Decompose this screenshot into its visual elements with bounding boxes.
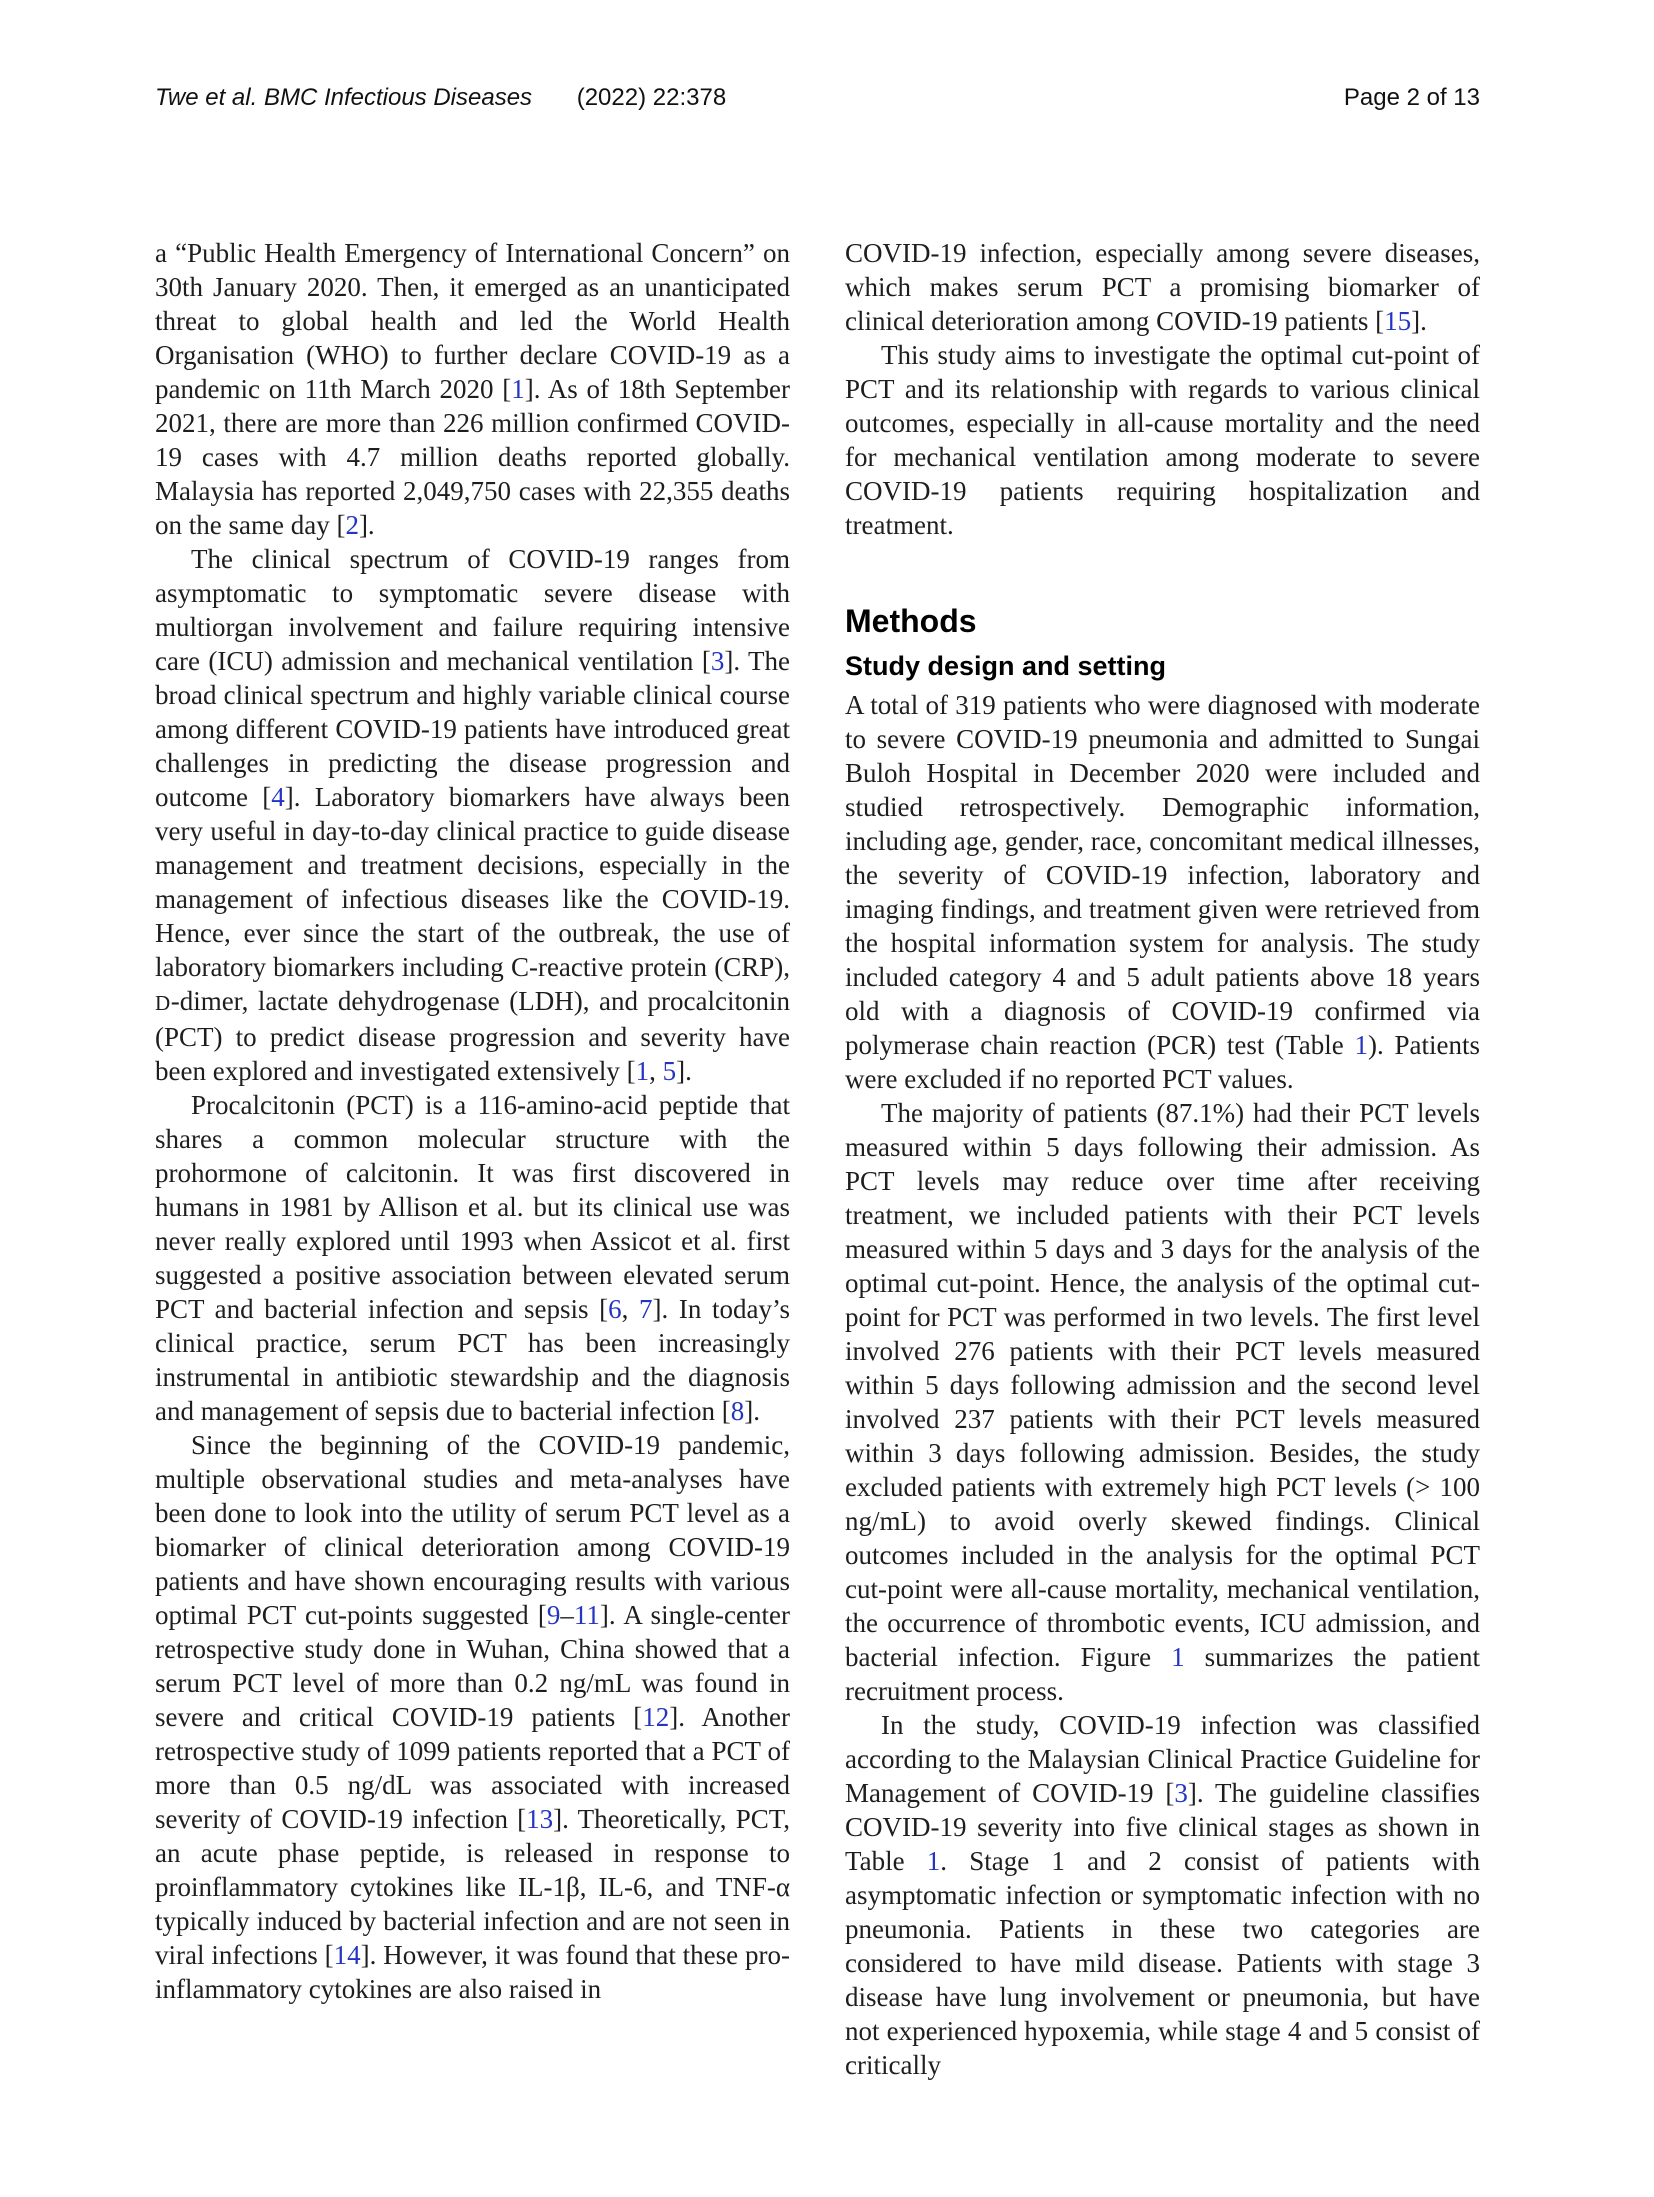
- right-column: [845, 236, 1480, 2082]
- paragraph: [845, 338, 1480, 542]
- text-run: ]. The guideline classifies COVID-19 severity into five clinical stages as shown in Table: [845, 1778, 1480, 1877]
- reference-link[interactable]: 6: [608, 1294, 622, 1324]
- text-run: -dimer, lactate dehydrogenase (LDH), and procalcitonin (PCT) to predict disease progression and severity have been explored and investigated extensively [: [155, 986, 790, 1086]
- paragraph: [845, 1096, 1480, 1708]
- page-indicator: Page 2 of 13: [1343, 84, 1480, 111]
- text-run: The majority of patients (87.1%) had their PCT levels measured within 5 days following their admission. As PCT levels may reduce over time after receiving treatment, we included patients with their PCT levels measured within 5 days and 3 days for the analysis of the optimal cut-point. Hence, the analysis of the optimal cut-point for PCT was performed in two levels. The first level involved 276 patients with their PCT levels measured within 5 days following admission and the second level involved 237 patients with their PCT levels measured within 3 days following admission. Besides, the study excluded patients with extremely high PCT levels (> 100 ng/mL) to avoid overly skewed findings. Clinical outcomes included in the analysis for the optimal PCT cut-point were all-cause mortality, mechanical ventilation, the occurrence of thrombotic events, ICU admission, and bacterial infection. Figure: [845, 1098, 1480, 1673]
- text-run: ]. Theoretically, PCT, an acute phase peptide, is released in response to proinflammatory cytokines like IL-1β, IL-6, and TNF-α typically induced by bacterial infection and are not seen in viral infections [: [155, 1804, 790, 1970]
- text-run: ,: [649, 1056, 663, 1086]
- left-column: [155, 236, 790, 2082]
- reference-link[interactable]: 8: [730, 1396, 745, 1426]
- text-run: ]. Laboratory biomarkers have always been very useful in day-to-day clinical practice to guide disease management and treatment decisions, especially in the management of infectious diseases like the COVID-19. Hence, ever since the start of the outbreak, the use of laboratory biomarkers including C-reactive protein (CRP),: [155, 782, 790, 982]
- text-run: ].: [744, 1396, 761, 1426]
- reference-link[interactable]: 1: [635, 1056, 650, 1086]
- reference-link[interactable]: 13: [526, 1804, 554, 1834]
- text-run: ]. A single-center retrospective study done in Wuhan, China showed that a serum PCT level of more than 0.2 ng/mL was found in severe and critical COVID-19 patients [: [155, 1600, 790, 1732]
- text-run: This study aims to investigate the optimal cut-point of PCT and its relationship with regards to various clinical outcomes, especially in all-cause mortality and the need for mechanical ventilation among moderate to severe COVID-19 patients requiring hospitalization and treatment.: [845, 340, 1480, 540]
- reference-link[interactable]: 5: [662, 1056, 677, 1086]
- text-run: A total of 319 patients who were diagnosed with moderate to severe COVID-19 pneumonia and admitted to Sungai Buloh Hospital in December 2020 were included and studied retrospectively. Demographic information, including age, gender, race, concomitant medical illnesses, the severity of COVID-19 infection, laboratory and imaging findings, and treatment given were retrieved from the hospital information system for analysis. The study included category 4 and 5 adult patients above 18 years old with a diagnosis of COVID-19 confirmed via polymerase chain reaction (PCR) test (Table: [845, 690, 1480, 1061]
- reference-link[interactable]: 9: [546, 1600, 561, 1630]
- reference-link[interactable]: 2: [345, 510, 359, 540]
- paragraph: [155, 236, 790, 542]
- paragraph: [155, 1088, 790, 1428]
- reference-link[interactable]: 1: [1171, 1642, 1185, 1673]
- running-head-volume: (2022) 22:378: [576, 84, 727, 111]
- paragraph: [845, 688, 1480, 1096]
- reference-link[interactable]: 1: [926, 1846, 941, 1877]
- subsection-heading: Study design and setting: [845, 650, 1167, 681]
- two-column-body: [155, 236, 1480, 2082]
- running-head-citation: [155, 84, 726, 112]
- running-head-journal: BMC Infectious Diseases: [263, 84, 533, 111]
- text-run: ].: [676, 1056, 692, 1086]
- reference-link[interactable]: 3: [1174, 1778, 1188, 1809]
- text-run: Procalcitonin (PCT) is a 116-amino-acid peptide that shares a common molecular structure with the prohormone of calcitonin. It was first discovered in humans in 1981 by Allison et al. but its clinical use was never really explored until 1993 when Assicot et al. first suggested a positive association between elevated serum PCT and bacterial infection and sepsis [: [155, 1090, 790, 1324]
- text-run: a “Public Health Emergency of International Concern” on 30th January 2020. Then, it emerged as an unanticipated threat to global health and led the World Health Organisation (WHO) to further declare COVID-19 as a pandemic on 11th March 2020 [: [155, 238, 790, 404]
- paragraph: [155, 542, 790, 1088]
- reference-link[interactable]: 11: [573, 1600, 600, 1630]
- text-run: ). Patients were excluded if no reported PCT values.: [845, 1030, 1480, 1095]
- section-heading: Methods: [845, 603, 977, 639]
- text-run: ]. Another retrospective study of 1099 patients reported that a PCT of more than 0.5 ng/dL was associated with increased severity of COVID-19 infection [: [155, 1702, 790, 1834]
- text-run: ]. However, it was found that these pro-inflammatory cytokines are also raised in: [155, 1940, 790, 2004]
- text-run: ,: [621, 1294, 640, 1324]
- paragraph: [155, 1428, 790, 2006]
- text-run: COVID-19 infection, especially among severe diseases, which makes serum PCT a promising biomarker of clinical deterioration among COVID-19 patients [: [845, 238, 1480, 336]
- text-run: The clinical spectrum of COVID-19 ranges from asymptomatic to symptomatic severe disease with multiorgan involvement and failure requiring intensive care (ICU) admission and mechanical ventilation [: [155, 544, 790, 676]
- running-head: [155, 84, 1480, 112]
- text-run: ]. The broad clinical spectrum and highly variable clinical course among different COVID-19 patients have introduced great challenges in predicting the disease progression and outcome [: [155, 646, 790, 812]
- reference-link[interactable]: 4: [271, 782, 285, 812]
- reference-link[interactable]: 3: [710, 646, 725, 676]
- reference-link[interactable]: 7: [639, 1294, 653, 1324]
- reference-link[interactable]: 14: [333, 1940, 361, 1970]
- text-run: . Stage 1 and 2 consist of patients with asymptomatic infection or symptomatic infection with no pneumonia. Patients in these two categories are considered to have mild disease. Patients with stage 3 disease have lung involvement or pneumonia, but have not experienced hypoxemia, while stage 4 and 5 consist of critically: [845, 1846, 1481, 2081]
- paragraph: [845, 1708, 1480, 2082]
- smallcap-text: D: [155, 991, 171, 1015]
- text-run: ]. As of 18th September 2021, there are more than 226 million confirmed COVID-19 cases with 4.7 million deaths reported globally. Malaysia has reported 2,049,750 cases with 22,355 deaths on the same day [: [155, 374, 790, 540]
- reference-link[interactable]: 1: [511, 374, 525, 404]
- running-head-authors: Twe et al.: [155, 84, 258, 111]
- text-run: ].: [358, 510, 375, 540]
- text-run: ]. In today’s clinical practice, serum PCT has been increasingly instrumental in antibiotic stewardship and the diagnosis and management of sepsis due to bacterial infection [: [155, 1294, 790, 1426]
- text-run: ].: [1411, 306, 1427, 336]
- reference-link[interactable]: 15: [1384, 306, 1412, 336]
- reference-link[interactable]: 1: [1354, 1030, 1368, 1061]
- text-run: In the study, COVID-19 infection was classified according to the Malaysian Clinical Practice Guideline for Management of COVID-19 [: [845, 1710, 1480, 1809]
- text-run: summarizes the patient recruitment process.: [845, 1642, 1480, 1707]
- text-run: –: [560, 1600, 574, 1630]
- text-run: Since the beginning of the COVID-19 pandemic, multiple observational studies and meta-analyses have been done to look into the utility of serum PCT level as a biomarker of clinical deterioration among COVID-19 patients and have shown encouraging results with various optimal PCT cut-points suggested [: [155, 1430, 790, 1630]
- reference-link[interactable]: 12: [642, 1702, 670, 1732]
- paragraph: [845, 236, 1480, 338]
